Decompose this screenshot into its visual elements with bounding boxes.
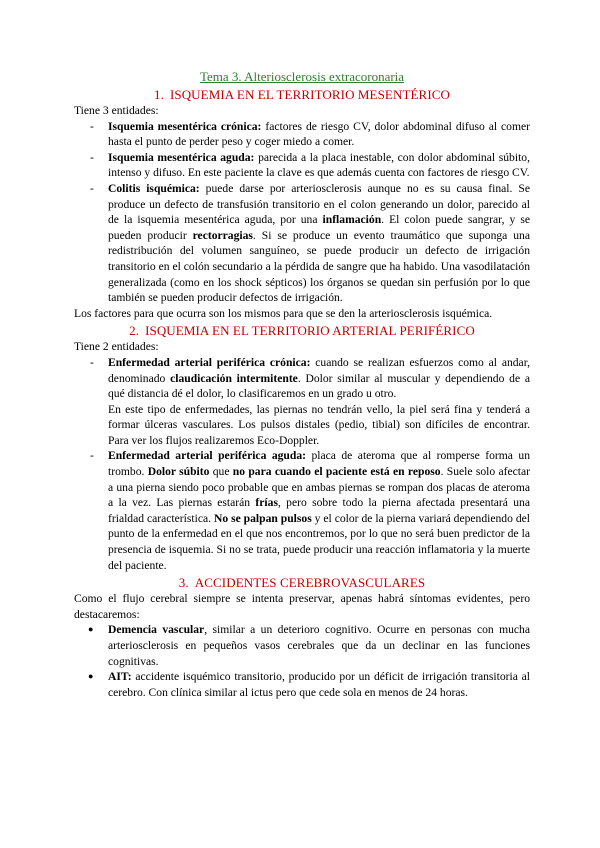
list-item — [74, 119, 530, 150]
section-title: ACCIDENTES CEREBROVASCULARES — [194, 575, 426, 591]
section-title: ISQUEMIA EN EL TERRITORIO ARTERIAL PERIFÉRICO — [145, 323, 475, 339]
section-intro: Tiene 2 entidades: — [74, 340, 159, 354]
item-extra-paragraph: En este tipo de enfermedades, las piernas no tendrán vello, la piel será fina y tenderá a formar úlceras vasculares. Los pulsos distales (pedio, tibial) son difíciles de encontrar. Para ver los flujos realizaremos Eco-Doppler. — [108, 402, 530, 447]
item-emphasis: no para cuando el paciente está en reposo — [232, 465, 441, 479]
item-term: AIT: — [108, 670, 132, 684]
section-heading — [74, 574, 530, 591]
item-term: Enfermedad arterial periférica crónica: — [108, 355, 311, 369]
document-title: Tema 3. Alteriosclerosis extracoronaria — [199, 69, 405, 84]
item-text: que — [209, 465, 233, 479]
entity-list — [74, 119, 530, 306]
item-term: Colitis isquémica: — [108, 181, 200, 195]
item-term: Isquemia mesentérica aguda: — [108, 150, 255, 164]
section-mesenteric — [74, 86, 530, 321]
item-text: . Suele solo afectar a una pierna siendo poco probable que en ambas piernas se rompan dos placas de ateroma a la vez. Las piernas estarán — [108, 465, 530, 510]
item-emphasis: No se palpan pulsos — [213, 511, 312, 525]
item-term: Isquemia mesentérica crónica: — [108, 119, 262, 133]
section-intro: Tiene 3 entidades: — [74, 104, 159, 117]
entity-list — [74, 448, 530, 573]
section-peripheral — [74, 322, 530, 573]
item-text: factores de riesgo CV, dolor abdominal difuso al comer hasta el punto de perder peso y coger miedo a comer. — [108, 119, 531, 149]
item-text: y el color de la pierna variará dependiendo del punto de la enfermedad en el que nos encontremos, por lo que no será buen predictor de la presencia de isquemia. Si no se trata, puede producir una reacción inflamatoria y la muerte del paciente. — [108, 511, 530, 572]
section-heading — [74, 322, 530, 339]
item-text: . Dolor similar al muscular y dependiendo de a qué distancia dé el dolor, lo clasificaremos en un grado u otro. — [108, 371, 530, 401]
document-page — [74, 68, 530, 700]
section-heading — [74, 86, 530, 103]
item-text: . El colon puede sangrar, y se pueden producir — [108, 213, 530, 242]
entity-list — [74, 355, 530, 402]
entity-list — [74, 622, 530, 700]
item-emphasis: frías — [255, 496, 278, 510]
item-text: accidente isquémico transitorio, producido por un déficit de irrigación transitoria al cerebro. Con clínica similar al ictus pero que cede sola en menos de 24 horas. — [108, 670, 530, 699]
section-number: 1. — [153, 87, 164, 102]
item-emphasis: Dolor súbito — [147, 465, 210, 479]
list-item — [74, 355, 530, 402]
item-emphasis: rectorragias — [192, 228, 253, 242]
section-number: 2. — [129, 323, 140, 339]
section-number: 3. — [178, 575, 189, 591]
item-text: . Si se produce un evento traumático que suponga una redistribución del volumen sanguíneo, se puede producir un defecto de irrigación transitorio en el colón secundario a la pérdida de sangre que ha habido. Una vasodilatación generalizada (como en los shock sépticos) los órganos se quedan sin perfusión por lo que también se pueden producir defectos de irrigación. — [108, 228, 530, 305]
list-item — [74, 150, 530, 181]
item-emphasis: inflamación — [322, 213, 382, 227]
item-emphasis: claudicación intermitente — [170, 371, 298, 385]
item-text: , pero sobre todo la pierna afectada presentará una frialdad característica. — [108, 496, 530, 525]
list-item — [74, 181, 530, 306]
item-text: placa de ateroma que al romperse forma un trombo. — [108, 449, 530, 479]
item-text: parecida a la placa inestable, con dolor abdominal súbito, intenso y difuso. En este paciente la clave es que además cuenta con factores de riesgo CV. — [108, 150, 530, 180]
item-term: Enfermedad arterial periférica aguda: — [108, 449, 306, 463]
list-item — [74, 622, 530, 669]
section-title: ISQUEMIA EN EL TERRITORIO MESENTÉRICO — [169, 87, 451, 102]
item-text: , similar a un deterioro cognitivo. Ocurre en personas con mucha arteriosclerosis en pequeños vasos cerebrales que da un declinar en las funciones cognitivas. — [108, 623, 530, 668]
list-item — [74, 448, 530, 573]
item-text: cuando se realizan esfuerzos como al andar, denominado — [108, 355, 530, 385]
item-text: puede darse por arteriosclerosis aunque no es su causa final. Se produce un defecto de transfusión transitorio en el colon generando un dolor, parecido al de la isquemia mesentérica aguda, por una — [108, 181, 531, 227]
section-cerebrovascular — [74, 574, 530, 700]
list-item — [74, 669, 530, 700]
item-term: Demencia vascular — [108, 623, 205, 637]
section-intro: Como el flujo cerebral siempre se intenta preservar, apenas habrá síntomas evidentes, pero destacaremos: — [74, 592, 530, 621]
section-outro: Los factores para que ocurra son los mismos para que se den la arteriosclerosis isquémica. — [74, 306, 493, 320]
